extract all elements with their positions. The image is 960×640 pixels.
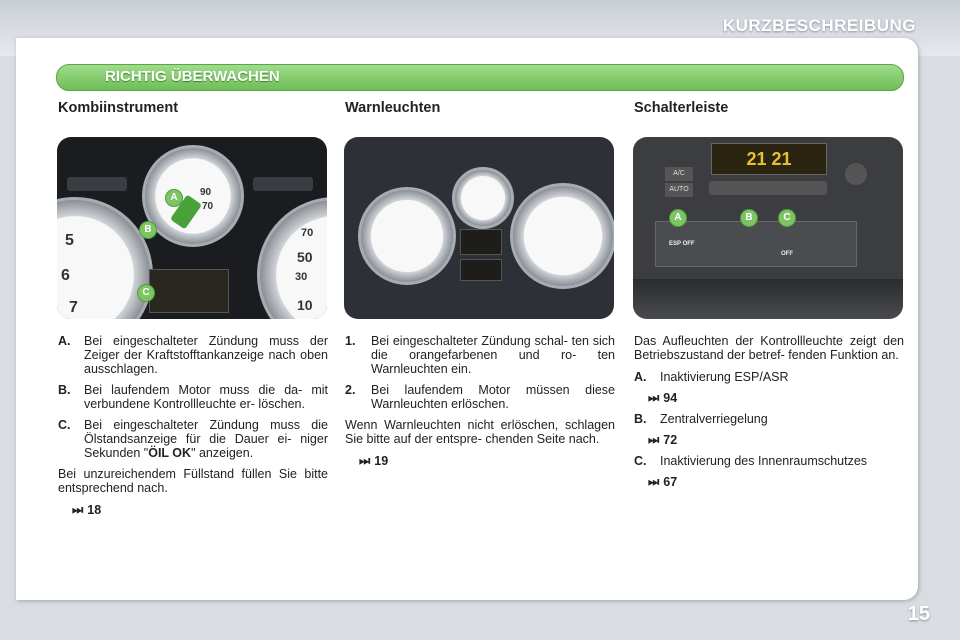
page-reference[interactable]	[648, 433, 904, 448]
schalter-column	[634, 100, 906, 116]
item-label: A.	[58, 334, 71, 348]
badge-a: A	[669, 209, 687, 227]
warn-text	[345, 334, 615, 475]
item-label: B.	[58, 383, 71, 397]
gauge-num: 10	[297, 297, 313, 313]
page-reference[interactable]	[359, 454, 615, 469]
item-label: 2.	[345, 383, 356, 397]
schalter-title: Schalterleiste	[634, 100, 729, 116]
page-reference[interactable]	[648, 391, 904, 406]
kombi-paragraph: Bei unzureichendem Füllstand füllen Sie bitte entsprechend nach.	[58, 467, 328, 495]
item-label: C.	[634, 454, 647, 468]
kombi-title: Kombiinstrument	[58, 100, 179, 116]
rev-gauge	[358, 187, 456, 285]
warn-title: Warnleuchten	[345, 100, 441, 116]
schalter-image	[633, 137, 903, 319]
fan-knob	[845, 163, 867, 185]
kombi-column	[58, 100, 330, 116]
page-reference[interactable]	[648, 475, 904, 490]
ref-arrow-icon: ⏭	[359, 454, 371, 468]
item-text	[84, 418, 328, 460]
kombi-image	[57, 137, 327, 319]
item-text-part: " anzeigen.	[191, 446, 254, 460]
warning-panel	[460, 259, 502, 281]
ref-page: 67	[663, 475, 678, 489]
badge-b: B	[740, 209, 758, 227]
warn-paragraph: Wenn Warnleuchten nicht erlöschen, schlagen Sie bitte auf der entspre- chenden Seite nach.	[345, 418, 615, 446]
gauge-num: 5	[65, 232, 74, 249]
item-text: Bei eingeschalteter Zündung schal- ten sich die orangefarbenen und ro- ten Warnleuchten ein.	[371, 334, 615, 376]
list-item	[345, 334, 615, 376]
item-label: C.	[58, 418, 71, 432]
item-text: Bei eingeschalteter Zündung muss der Zeiger der Kraftstofftankanzeige nach oben ausschlagen.	[84, 334, 328, 376]
gauge-num: 7	[69, 299, 78, 316]
ref-arrow-icon: ⏭	[648, 391, 660, 405]
badge-c: C	[137, 284, 155, 302]
page-reference[interactable]	[72, 503, 328, 518]
fuel-gauge	[142, 145, 244, 247]
climate-display: 21 21	[711, 143, 827, 175]
gauge-num: 90	[200, 187, 212, 198]
alarm-switch-label: OFF	[781, 251, 793, 257]
item-text: Inaktivierung ESP/ASR	[660, 370, 789, 384]
list-item	[634, 412, 904, 426]
item-text: Bei laufendem Motor muss die da- mit verbundene Kontrollleuchte er- löschen.	[84, 383, 328, 411]
speed-gauge	[510, 183, 614, 289]
item-text: Bei laufendem Motor müssen diese Warnleuchten erlöschen.	[371, 383, 615, 411]
gauge-num: 70	[202, 201, 214, 212]
schalter-text	[634, 334, 904, 496]
gauge-num: 30	[295, 271, 308, 283]
item-label: A.	[634, 370, 647, 384]
list-item	[58, 383, 328, 411]
list-item	[345, 383, 615, 411]
warn-image	[344, 137, 614, 319]
kombi-text	[58, 334, 328, 524]
auto-button: AUTO	[665, 183, 693, 197]
gauge-num: 50	[297, 249, 313, 265]
item-label: 1.	[345, 334, 356, 348]
ac-button: A/C	[665, 167, 693, 181]
gauge-num: 6	[61, 267, 70, 284]
topic-banner	[56, 64, 904, 91]
climate-button-row	[709, 181, 827, 195]
fuel-gauge	[452, 167, 514, 229]
gauge-num: 70	[301, 227, 314, 239]
warn-column	[345, 100, 617, 116]
item-text-part: Bei eingeschalteter Zündung muss die Ölstandsanzeige für die Dauer ei- niger Sekunden "	[84, 418, 328, 460]
center-display	[460, 229, 502, 255]
page-number: 15	[907, 603, 930, 625]
section-title: KURZBESCHREIBUNG	[722, 16, 916, 35]
oil-display	[149, 269, 229, 313]
ref-page: 72	[663, 433, 678, 447]
item-text: Zentralverriegelung	[660, 412, 768, 426]
list-item	[634, 370, 904, 384]
list-item	[58, 418, 328, 460]
list-item	[58, 334, 328, 376]
ref-arrow-icon: ⏭	[648, 475, 660, 489]
schalter-paragraph: Das Aufleuchten der Kontrollleuchte zeigt den Betriebszustand der betref- fenden Funktion an.	[634, 334, 904, 362]
indicator-row	[253, 177, 313, 191]
badge-b: B	[139, 221, 157, 239]
ref-arrow-icon: ⏭	[72, 503, 84, 517]
ref-page: 94	[663, 391, 678, 405]
speedo-gauge	[257, 197, 327, 319]
badge-c: C	[778, 209, 796, 227]
item-text: Inaktivierung des Innenraumschutzes	[660, 454, 868, 468]
badge-a: A	[165, 189, 183, 207]
ref-arrow-icon: ⏭	[648, 433, 660, 447]
ref-page: 19	[374, 454, 389, 468]
indicator-row	[67, 177, 127, 191]
console-floor	[633, 279, 903, 319]
banner-label: RICHTIG ÜBERWACHEN	[105, 68, 280, 85]
oil-ok-label: ÖIL OK	[148, 446, 192, 460]
ref-page: 18	[87, 503, 102, 517]
item-label: B.	[634, 412, 647, 426]
esp-switch-label: ESP OFF	[669, 241, 695, 247]
list-item	[634, 454, 904, 468]
